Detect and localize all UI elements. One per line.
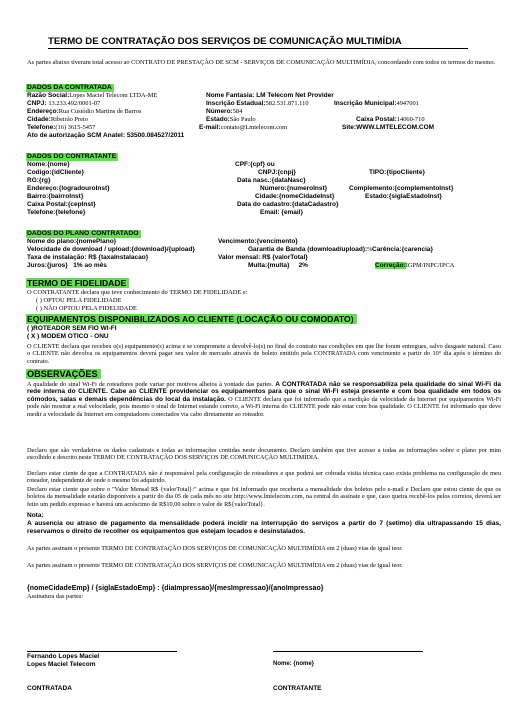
garantia-label: Garantia de Banda (download/upload):: [248, 246, 368, 253]
signer-name-contratante: Nome: {nome}: [273, 661, 315, 667]
role-contratante: CONTRATANTE: [273, 685, 322, 692]
fidelidade-option-nao[interactable]: ( ) NÃO OPTOU PELA FIDELIDADE: [36, 305, 137, 312]
contratante-estado: Estado:{siglaEstadoInst}: [365, 193, 442, 200]
estado-label: Estado:: [206, 116, 230, 123]
telefone-value: (16) 3615-5457: [55, 124, 96, 131]
equipamento-roteador[interactable]: ( )ROTEADOR SEM FIO WI-FI: [27, 325, 117, 332]
contratada-telefone: [27, 124, 95, 132]
plano-vencimento: Vencimento:{vencimento}: [218, 238, 298, 245]
estado-value: São Paulo: [229, 116, 256, 123]
observacoes-paragraph-2: Declaro que são verdadeiros os dados cadastrais e todas as informações contidas neste documento. Declaro também que tive acesso a todas as informações sobre o plano por mim escolhido e descrito neste TERMO DE CONTRATAÇÃO DOS SERVIÇOS DE COMUNICAÇÃO MULTIMÍDIA.: [27, 447, 501, 462]
section-observacoes-heading: OBSERVAÇÕES: [26, 369, 101, 379]
contratante-numero: Número:{numeroInst}: [260, 185, 328, 192]
plano-valor: Valor mensal: R$ {valorTotal}: [218, 254, 308, 261]
contratante-cnpj: CNPJ:{cnpj}: [258, 169, 296, 176]
razao-label: Razão Social:: [27, 92, 70, 99]
assinam-paragraph-2: As partes assinam o presente TERMO DE CONTRATAÇÃO DOS SERVIÇOS DE COMUNICAÇÃO MULTIMÍDIA em 2 (duas) vias de igual teor.: [27, 562, 403, 569]
observacoes-paragraph-3: Declaro estar ciente de que a CONTRATADA não é responsável pela configuração de roteadores e que poderá ser cobrada visita técnica caso exista problema na configuração de meu roteador, independente de onde o mesmo foi adquirido.: [27, 470, 501, 485]
endereco-label: Endereço:: [27, 108, 59, 115]
contratante-caixa: Caixa Postal:{cepInst}: [27, 201, 96, 208]
multa-pct: 2%: [298, 262, 308, 269]
equipamento-modem[interactable]: ( X ) MODEM OTICO - ONU: [27, 333, 109, 340]
caixa-label: Caixa Postal:: [356, 116, 397, 123]
fidelidade-option-sim[interactable]: ( ) OPTOU PELA FIDELIDADE: [36, 297, 122, 304]
signer-name-contratada: Fernando Lopes Maciel: [27, 653, 100, 660]
contratada-ato: [27, 132, 184, 140]
multa-label: Multa:{multa}: [248, 262, 290, 269]
plano-juros: [27, 262, 107, 270]
plano-carencia: Carência:{carencia}: [372, 246, 434, 253]
contratada-endereco: [27, 108, 142, 116]
contratada-cidade: [27, 116, 88, 124]
contratada-im: [334, 100, 419, 108]
plano-correcao: [375, 262, 454, 270]
cnpj-label: CNPJ:: [27, 100, 47, 107]
section-fidelidade-heading: TERMO DE FIDELIDADE: [26, 278, 129, 288]
contratante-complemento: Complemento:{complementoInst}: [349, 185, 454, 192]
caixa-value: 14060-710: [396, 116, 425, 123]
ato-label: Ato de autorização SCM Anatel:: [27, 132, 125, 139]
juros-pct: 1% ao mês: [73, 262, 107, 269]
signature-line-contratada: [27, 651, 177, 652]
contratante-cadastro: Data do cadastro:{dataCadastro}: [237, 201, 339, 208]
contratada-fantasia: Nome Fantasia: LM Telecom Net Provider: [206, 92, 334, 99]
garantia-pct: %: [367, 246, 373, 253]
intro-paragraph: As partes abaixo tiveram total acesso ao CONTRATO DE PRESTAÇÃO DE SCM - SERVIÇOS DE COMUNICAÇÃO MULTIMÍDIA, concordando com todos os termos do mesmo.: [27, 59, 496, 66]
city-date-line: {nomeCidadeEmp} / {siglaEstadoEmp} : {diaImpressao}/{mesImpressao}/{anoImpressao}: [27, 585, 324, 592]
contratante-rg: RG:{rg}: [27, 177, 51, 184]
numero-label: Número:: [206, 108, 233, 115]
ie-value: 582.531.871.110: [265, 100, 309, 107]
plano-velocidade: Velocidade de download / upload:{download}/{upload}: [27, 246, 195, 253]
section-plano-heading: DADOS DO PLANO CONTRATADO: [27, 230, 139, 237]
contratada-numero: [206, 108, 242, 116]
section-equipamentos-heading: EQUIPAMENTOS DISPONIBILIZADOS AO CLIENTE (LOCAÇÃO OU COMODATO): [26, 314, 357, 324]
telefone-label: Telefone:: [27, 124, 56, 131]
juros-label: Juros:{juros}: [27, 262, 68, 269]
email-label: E-mail:: [199, 124, 221, 131]
plano-nome: Nome do plano:{nomePlano}: [27, 238, 117, 245]
equipamentos-paragraph: O CLIENTE declara que recebeu o(s) equipamento(s) acima e se compromete a devolvê-lo(s) no final do contrato nas condições em que lhe foram entregues, salvo desgaste natural. Caso o CLIENTE não devolva os equipamentos deverá pagar seu valor de mercado através de boleto emitido pela CONTRATADA com vencimento a partir do 10° dia após o término do contrato.: [27, 343, 501, 365]
assinatura-label: Assinatura das partes:: [27, 593, 84, 600]
contratante-codigo: Codigo:{idCliente}: [27, 169, 85, 176]
nota-label: Nota:: [27, 512, 44, 519]
ie-label: Inscrição Estadual:: [206, 100, 266, 107]
cidade-label: Cidade:: [27, 116, 51, 123]
observacoes-paragraph-4: Declaro estar ciente que sobre o "Valor Mensal R$ {valorTotal}:" acima e que foi informado que receberia a mensalidade dos boletos pelo e-mail e Declaro que estou ciente de que os boletos da mensalidade estarão disponíveis a partir do dia 05 de cada mês no site http://www.lmtelecom.com, na central do assinate e que, caso queira recebê-los pelos correios, deverá ser feito um pedido expresso e haverá um acréscimo de R$10,00 sobre o valor de R${valorTotal}.: [27, 486, 501, 508]
contratante-nome: Nome:{nome}: [27, 161, 70, 168]
contratante-cpf: CPF:{cpf} ou: [235, 161, 275, 168]
obs-p1-bold: A CONTRATADA não se responsabiliza pela qualidade do sinal Wi-Fi da rede interna do CLIENTE. Cabe ao CLIENTE providenciar os equipamentos para que o sinal Wi-Fi esteja presente e com boa qualidade em todos os cômodos, salas e demais dependências do local da instalação.: [27, 381, 501, 403]
section-contratante-heading: DADOS DO CONTRATANTE: [27, 153, 117, 160]
assinam-paragraph-1: As partes assinam o presente TERMO DE CONTRATAÇÃO DOS SERVIÇOS DE COMUNICAÇÃO MULTIMÍDIA em 2 (duas) vias de igual teor.: [27, 545, 403, 552]
observacoes-paragraph-1: [27, 381, 501, 418]
obs-p1-end: O CLIENTE declara que foi informado que a medição da velocidade da Internet por equipamentos Wi-Fi pode não mostrar a real velocidade, pois mesmo o sinal de Internet estando correto, a Wi-Fi interna do CLIENTE pode não estar com boa qualidade. O CLIENTE foi informado que deve medir a velocidade da Internet em computadores conectados via cabo diretamente ao roteador.: [27, 395, 502, 418]
numero-value: 584: [232, 108, 243, 115]
contratante-tipo: TIPO:{tipoCliente}: [369, 169, 425, 176]
obs-p1-start: A qualidade do sinal Wi-Fi de roteadores pode variar por motivos alheios à vontade das partes.: [27, 381, 276, 388]
nota-text: A ausencia ou atraso de pagamento da mensalidade poderá incidir na interrupção do serviços a partir do 7 (setimo) dia ultrapassando 15 dias, reservamos o direito de recolher os equipamentos que estejam locados e desinstalados.: [27, 520, 501, 535]
correcao-label: Correção:: [375, 262, 406, 269]
role-contratada: CONTRATADA: [27, 685, 72, 692]
fidelidade-text: O CONTRATANTE declara que teve conhecimento do TERMO DE FIDELIDADE e:: [27, 289, 248, 296]
correcao-value: IGPM/INPC/IPCA: [405, 262, 455, 269]
contratada-caixa: [356, 116, 425, 124]
section-contratada-heading: DADOS DA CONTRATADA: [27, 84, 112, 91]
im-value: 4947001: [396, 100, 419, 107]
document-title: TERMO DE CONTRATAÇÃO DOS SERVIÇOS DE COMUNICAÇÃO MULTIMÍDIA: [48, 36, 468, 49]
contratante-endereco: Endereço:{logradouroInst}: [27, 185, 110, 192]
signature-line-contratante: [273, 651, 423, 652]
contratada-ie: [206, 100, 309, 108]
contratante-nasc: Data nasc.:{dataNasc}: [237, 177, 306, 184]
contratada-razao: [27, 92, 157, 100]
endereco-value: Rua Custódio Martins de Barros: [58, 108, 142, 115]
contratada-cnpj: [27, 100, 100, 108]
razao-value: Lopes Maciel Telecom LTDA-ME: [69, 92, 158, 99]
signer-company-contratada: Lopes Maciel Telecom: [27, 661, 96, 668]
email-value: contato@Lmtelecom.com: [220, 124, 288, 131]
contratada-site: Site:WWW.LMTELECOM.COM: [342, 124, 435, 131]
plano-multa: [248, 262, 308, 270]
contratada-email: [199, 124, 287, 132]
im-label: Inscrição Municipal:: [334, 100, 397, 107]
cnpj-value: 13.233.492/0001-07: [48, 100, 101, 107]
contratante-bairro: Bairro:{bairroInst}: [27, 193, 84, 200]
plano-taxa: Taxa de instalação: R$ {taxaInstalacao}: [27, 254, 149, 261]
contratada-estado: [206, 116, 256, 124]
plano-garantia: [248, 246, 373, 254]
cidade-value: Ribeirão Preto: [50, 116, 88, 123]
contratante-telefone: Telefone:{telefone}: [27, 209, 86, 216]
contratante-cidade: Cidade:{nomeCidadeInst}: [255, 193, 335, 200]
ato-value: 53500.084527/2011: [126, 132, 185, 139]
contratante-email: Email: {email}: [260, 209, 303, 216]
